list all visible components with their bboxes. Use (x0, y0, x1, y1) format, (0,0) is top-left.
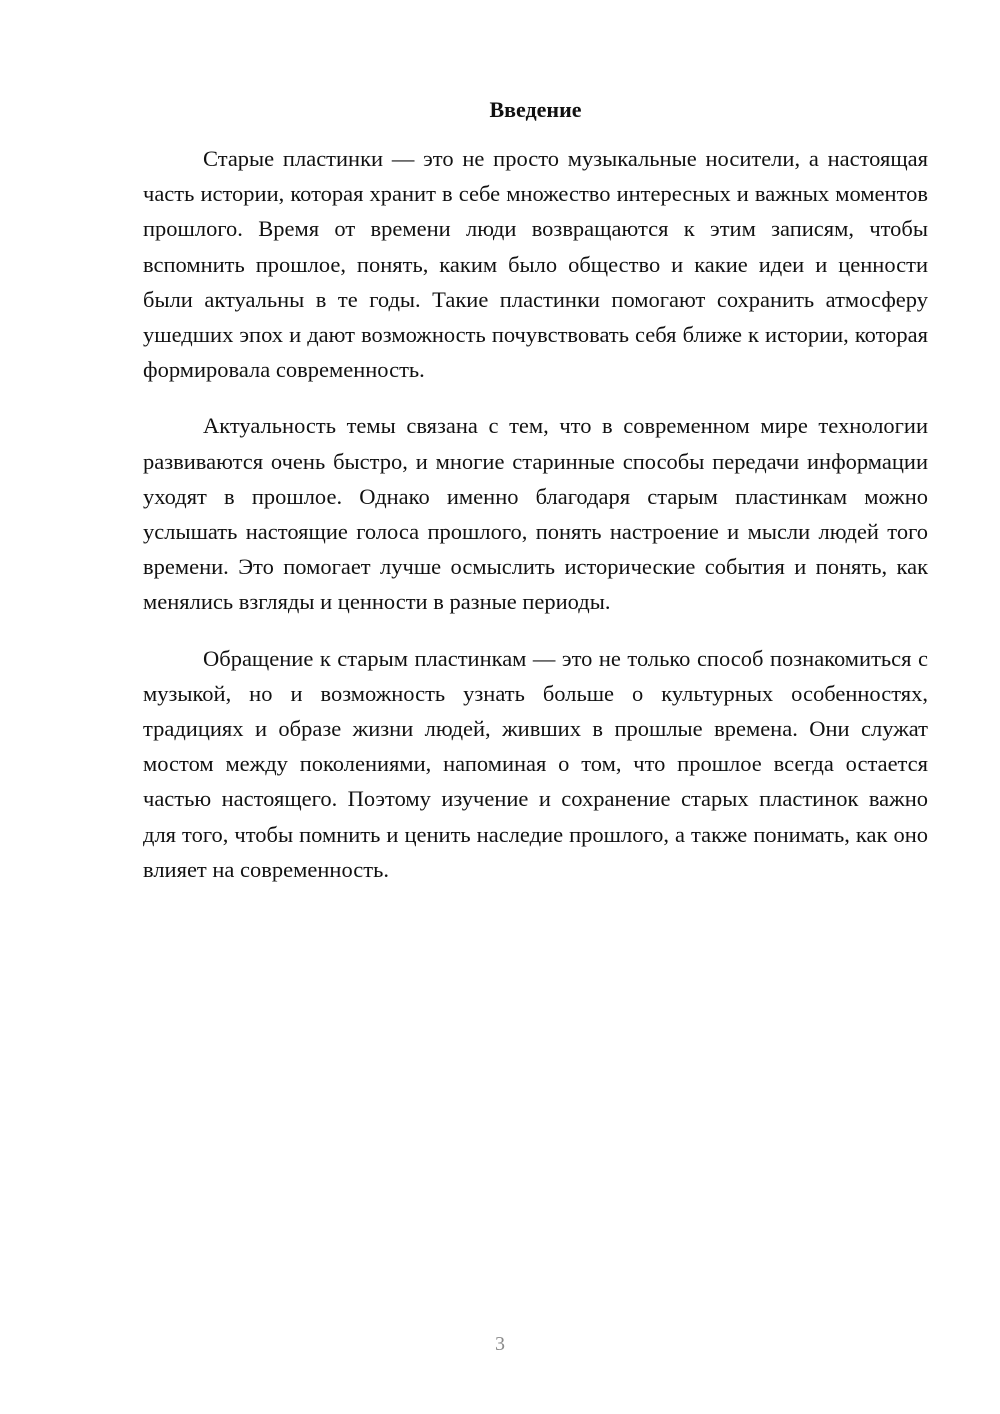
page-number: 3 (495, 1333, 505, 1355)
section-title: Введение (489, 97, 582, 122)
paragraph-1: Старые пластинки — это не просто музыкальные носители, а настоящая часть истории, которая хранит в себе множество интересных и важных моментов прошлого. Время от времени люди возвращаются к этим записям, чтобы вспомнить прошлое, понять, каким было общество и какие идеи и ценности были актуальны в те годы. Такие пластинки помогают сохранить атмосферу ушедших эпох и дают возможность почувствовать себя ближе к истории, которая формировала современность. (143, 146, 928, 383)
page-content (143, 93, 928, 887)
paragraph-3: Обращение к старым пластинкам — это не только способ познакомиться с музыкой, но и возможность узнать больше о культурных особенностях, традициях и образе жизни людей, живших в прошлые времена. Они служат мостом между поколениями, напоминая о том, что прошлое всегда остается частью настоящего. Поэтому изучение и сохранение старых пластинок важно для того, чтобы помнить и ценить наследие прошлого, а также понимать, как оно влияет на современность. (143, 645, 928, 882)
paragraph-2: Актуальность темы связана с тем, что в современном мире технологии развиваются очень быстро, и многие старинные способы передачи информации уходят в прошлое. Однако именно благодаря старым пластинкам можно услышать настоящие голоса прошлого, понять настроение и мысли людей того времени. Это помогает лучше осмыслить исторические события и понять, как менялись взгляды и ценности в разные периоды. (143, 413, 928, 615)
